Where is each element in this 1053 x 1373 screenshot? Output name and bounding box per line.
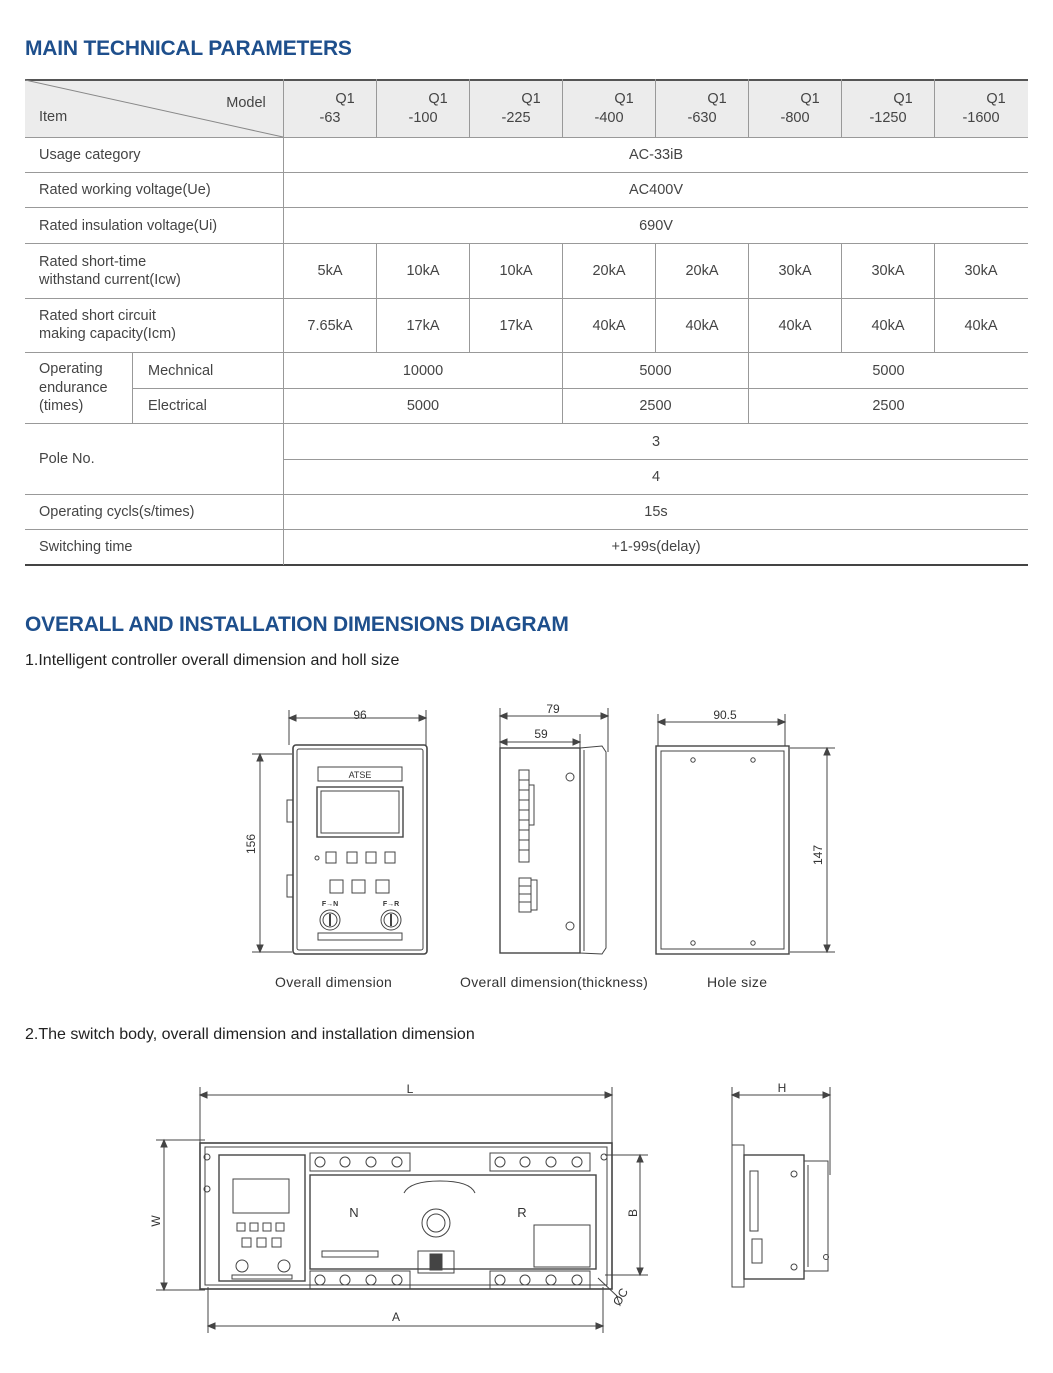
parameters-table xyxy=(25,79,1028,567)
panel-label: ATSE xyxy=(348,770,372,780)
icw-value: 10kA xyxy=(406,263,440,279)
model-header: Q1 -1250 xyxy=(869,91,913,126)
knob-left-label: F→N xyxy=(321,901,339,908)
row-label-usage: Usage category xyxy=(39,147,141,163)
row-label-endurance: Operating endurance (times) xyxy=(39,361,108,415)
row-value-switch: +1-99s(delay) xyxy=(611,539,701,555)
subtitle-controller: 1.Intelligent controller overall dimension and holl size xyxy=(25,652,400,669)
dim-hole-width-label: 90.5 xyxy=(713,708,737,722)
dim-hole-height-label: 147 xyxy=(811,844,825,866)
icw-value: 5kA xyxy=(317,263,343,279)
icm-value: 40kA xyxy=(592,317,626,334)
icm-value: 7.65kA xyxy=(307,317,353,334)
dim-W-label: W xyxy=(149,1215,163,1227)
dim-thickness-body-label: 59 xyxy=(534,727,548,741)
icm-value: 17kA xyxy=(406,317,440,334)
elec-value: 5000 xyxy=(406,398,440,414)
icm-value: 40kA xyxy=(871,317,905,334)
model-header: Q1 -100 xyxy=(408,91,448,126)
controller-dimension-diagram xyxy=(0,690,1053,970)
mech-value: 5000 xyxy=(872,362,905,379)
dim-H-label: H xyxy=(777,1081,787,1095)
dim-thickness-total-label: 79 xyxy=(546,702,560,716)
dim-width-label: 96 xyxy=(353,708,367,722)
model-header: Q1 -1600 xyxy=(962,91,1006,126)
model-header: Q1 -800 xyxy=(780,91,820,126)
caption-overall: Overall dimension xyxy=(275,974,393,990)
terminal-R-label: R xyxy=(517,1205,527,1220)
model-header: Q1 -225 xyxy=(501,91,541,126)
elec-value: 2500 xyxy=(639,398,672,414)
row-label-switch: Switching time xyxy=(39,539,133,555)
model-header: Q1 -400 xyxy=(594,91,634,126)
row-label-mechanical: Mechnical xyxy=(148,362,214,379)
icw-value: 10kA xyxy=(499,263,533,279)
icm-value: 40kA xyxy=(778,317,812,334)
icw-value: 30kA xyxy=(964,263,998,279)
row-label-pole: Pole No. xyxy=(39,451,95,467)
icw-value: 20kA xyxy=(592,263,626,279)
knob-right-label: F→R xyxy=(382,901,400,908)
section-title-parameters: MAIN TECHNICAL PARAMETERS xyxy=(25,37,352,60)
row-label-electrical: Electrical xyxy=(148,398,207,414)
mech-value: 10000 xyxy=(402,362,444,379)
elec-value: 2500 xyxy=(872,398,905,414)
row-label-ui: Rated insulation voltage(Ui) xyxy=(39,217,218,234)
icw-value: 30kA xyxy=(871,263,905,279)
model-header: Q1 -630 xyxy=(687,91,727,126)
dim-B-label: B xyxy=(626,1208,640,1218)
model-header: Q1 -63 xyxy=(319,91,355,126)
row-label-cycle: Operating cycls(s/times) xyxy=(39,504,195,520)
row-label-icm: Rated short circuit making capacity(Icm) xyxy=(39,308,176,342)
section-title-dimensions: OVERALL AND INSTALLATION DIMENSIONS DIAGRAM xyxy=(25,613,569,636)
icm-value: 40kA xyxy=(685,317,719,334)
dim-height-label: 156 xyxy=(244,833,258,855)
dim-A-label: A xyxy=(391,1310,401,1324)
row-label-ue: Rated working voltage(Ue) xyxy=(39,182,211,198)
row-value-usage: AC-33iB xyxy=(629,147,683,163)
pole-value: 4 xyxy=(651,469,661,485)
dim-L-label: L xyxy=(406,1082,414,1096)
header-model-label: Model xyxy=(226,95,266,111)
subtitle-switch-body: 2.The switch body, overall dimension and installation dimension xyxy=(25,1026,475,1043)
row-value-cycle: 15s xyxy=(644,504,668,520)
mech-value: 5000 xyxy=(639,362,672,379)
terminal-N-label: N xyxy=(349,1205,359,1220)
icw-value: 20kA xyxy=(685,263,719,279)
row-value-ui: 690V xyxy=(639,217,673,234)
header-item-label: Item xyxy=(39,109,68,125)
icm-value: 17kA xyxy=(499,317,533,334)
switch-body-dimension-diagram xyxy=(0,1075,1053,1335)
icm-value: 40kA xyxy=(964,317,998,334)
pole-value: 3 xyxy=(651,433,661,450)
row-label-icw: Rated short-time withstand current(Icw) xyxy=(39,254,181,288)
row-value-ue: AC400V xyxy=(628,182,683,198)
dim-C-label: ØC xyxy=(609,1285,632,1309)
caption-hole: Hole size xyxy=(707,974,768,990)
icw-value: 30kA xyxy=(778,263,812,279)
caption-thickness: Overall dimension(thickness) xyxy=(460,974,649,990)
